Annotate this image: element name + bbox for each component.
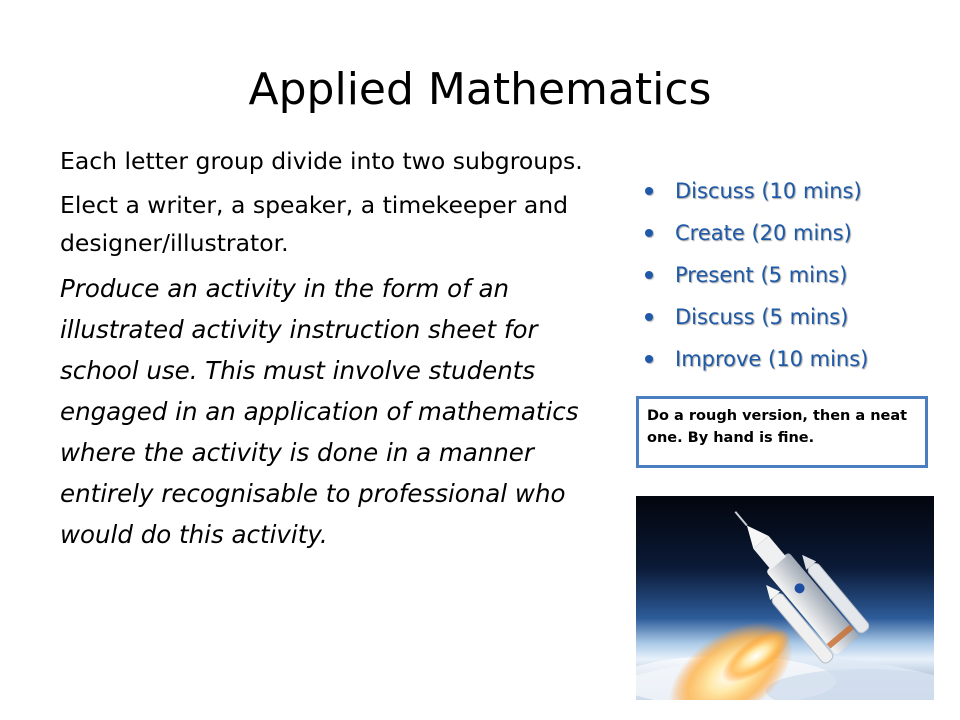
- list-item: [645, 296, 868, 338]
- bullet-icon: [645, 187, 653, 195]
- list-item: [645, 212, 868, 254]
- bullet-icon: [645, 313, 653, 321]
- list-item-label: Present (5 mins): [675, 263, 848, 287]
- list-item-label: Discuss (5 mins): [675, 305, 849, 329]
- list-item-label: Improve (10 mins): [675, 347, 869, 371]
- list-item-label: Discuss (10 mins): [675, 179, 862, 203]
- body-text: [60, 142, 605, 561]
- list-item: [645, 170, 868, 212]
- bullet-icon: [645, 271, 653, 279]
- body-paragraph-1: Each letter group divide into two subgroups.: [60, 147, 583, 175]
- bullet-icon: [645, 229, 653, 237]
- body-paragraph-2: Elect a writer, a speaker, a timekeeper and designer/illustrator.: [60, 191, 569, 257]
- schedule-list: [645, 170, 868, 380]
- list-item-label: Create (20 mins): [675, 221, 852, 245]
- rocket-image: [636, 496, 934, 700]
- list-item: [645, 338, 868, 380]
- bullet-icon: [645, 355, 653, 363]
- note-box: Do a rough version, then a neat one. By hand is fine.: [636, 396, 928, 468]
- list-item: [645, 254, 868, 296]
- instruction-paragraph: Produce an activity in the form of an illustrated activity instruction sheet for school use. This must involve students engaged in an application of mathematics where the activity is done in a manner entirely recognisable to professional who would do this activity.: [60, 274, 579, 549]
- slide-title: Applied Mathematics: [248, 64, 712, 115]
